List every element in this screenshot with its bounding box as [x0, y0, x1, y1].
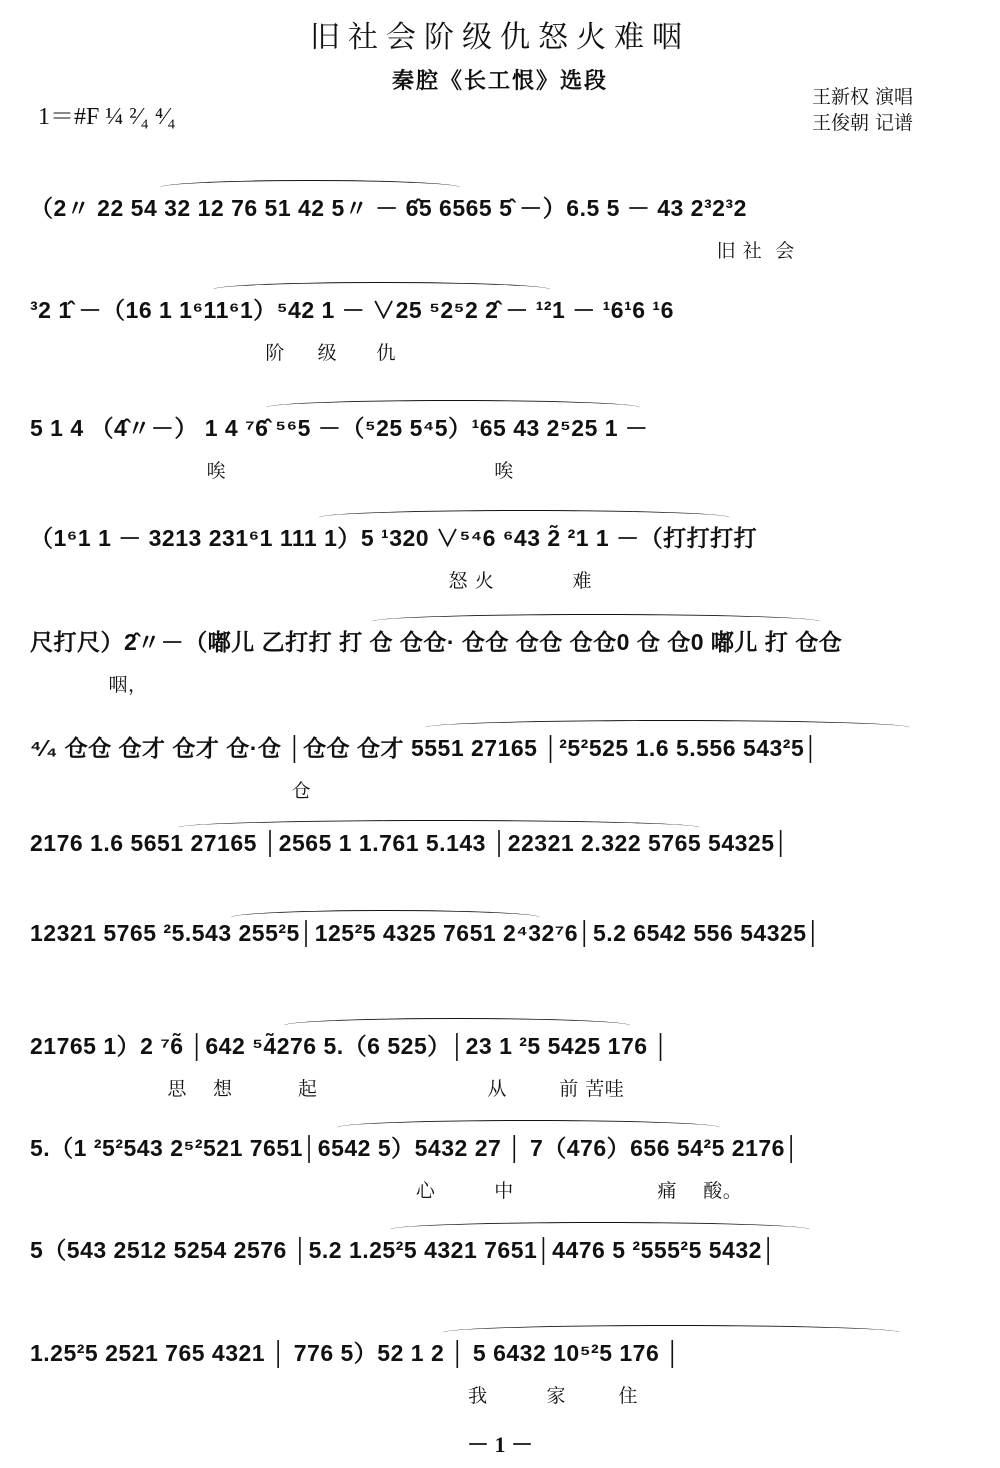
lyrics-line: 怒 火 难	[30, 570, 593, 592]
score-line: 尺打尺）2̂〃－（嘟儿 乙打打 打 仓 仓仓· 仓仓 仓仓 仓仓0 仓 仓0 嘟儿 打 仓仓	[30, 629, 843, 655]
lyrics-line: 我 家 住	[30, 1385, 638, 1407]
score-line: 1.25²5 2521 765 4321 │ 776 5）52 1 2 │ 5 6432 10⁵²5 176 │	[30, 1340, 682, 1366]
lyrics-line: 思 想 起 从 前 苦哇	[30, 1078, 625, 1100]
score-line: （1⁶1 1 － 3213 231⁶1 111 1）5 ¹320 ∨⁵⁴6 ⁶43 2̃ ²1 1 －（打打打打	[30, 525, 758, 551]
score-line: ⁴⁄₄ 仓仓 仓才 仓才 仓·仓 │仓仓 仓才 5551 27165 │²5²525 1.6 5.556 543²5│	[30, 735, 820, 761]
lyrics-line: 阶 级 仇	[30, 342, 396, 364]
lyrics-line: 旧 社 会	[30, 240, 795, 262]
singer-credit: 王新权 演唱	[812, 86, 914, 108]
page-number: － 1 －	[466, 1432, 533, 1457]
page-subtitle: 秦腔《长工恨》选段	[391, 69, 608, 94]
score-line: 5（543 2512 5254 2576 │5.2 1.25²5 4321 7651│4476 5 ²555²5 5432│	[30, 1237, 777, 1263]
score-line: 12321 5765 ²5.543 255²5│125²5 4325 7651 2⁴32⁷6│5.2 6542 556 54325│	[30, 920, 822, 946]
slur-mark	[443, 1325, 900, 1340]
slur-mark	[213, 282, 550, 297]
slur-mark	[160, 180, 460, 195]
credits	[812, 84, 913, 136]
score-line: 5 1 4 （4̂〃－） 1 4 ⁷6̂ ⁵⁶5 －（⁵25 5⁴5）¹65 43 2⁵25 1 －	[30, 415, 649, 441]
score-line: ³2 1̂ －（16 1 1⁶11⁶1）⁵42 1 － ∨25 ⁵2⁵2 2̂ － ¹²1 － ¹6¹6 ¹6	[30, 297, 674, 323]
score-line: （2〃 22 54 32 12 76 51 42 5〃 － 6̂5 6565 5̂ －）6.5 5 － 43 2³2³2	[30, 195, 747, 221]
score-line: 21765 1）2 ⁷6̃ │642 ⁵4̃276 5.（6 525）│23 1 ²5 5425 176 │	[30, 1033, 670, 1059]
key-signature: 1＝#F ¼ ²⁄₄ ⁴⁄₄	[38, 104, 176, 130]
slur-mark	[231, 910, 540, 925]
slur-mark	[178, 820, 700, 835]
slur-mark	[425, 720, 910, 735]
slur-mark	[284, 1018, 630, 1033]
slur-mark	[337, 1120, 720, 1135]
slur-mark	[266, 400, 640, 415]
slur-mark	[319, 510, 730, 525]
page-title: 旧社会阶级仇怒火难咽	[310, 20, 690, 55]
slur-mark	[390, 1222, 810, 1237]
score-line: 5.（1 ²5²543 2⁵²521 7651│6542 5）5432 27 │ 7（476）656 54²5 2176│	[30, 1135, 800, 1161]
notator-credit: 王俊朝 记谱	[812, 112, 914, 134]
slur-mark	[372, 614, 820, 629]
lyrics-line: 心 中 痛 酸。	[30, 1180, 743, 1202]
lyrics-line: 咽，	[30, 674, 148, 696]
score-line: 2176 1.6 5651 27165 │2565 1 1.761 5.143 │22321 2.322 5765 54325│	[30, 830, 790, 856]
lyrics-line: 仓	[30, 780, 312, 802]
lyrics-line: 唉 唉	[30, 460, 514, 482]
